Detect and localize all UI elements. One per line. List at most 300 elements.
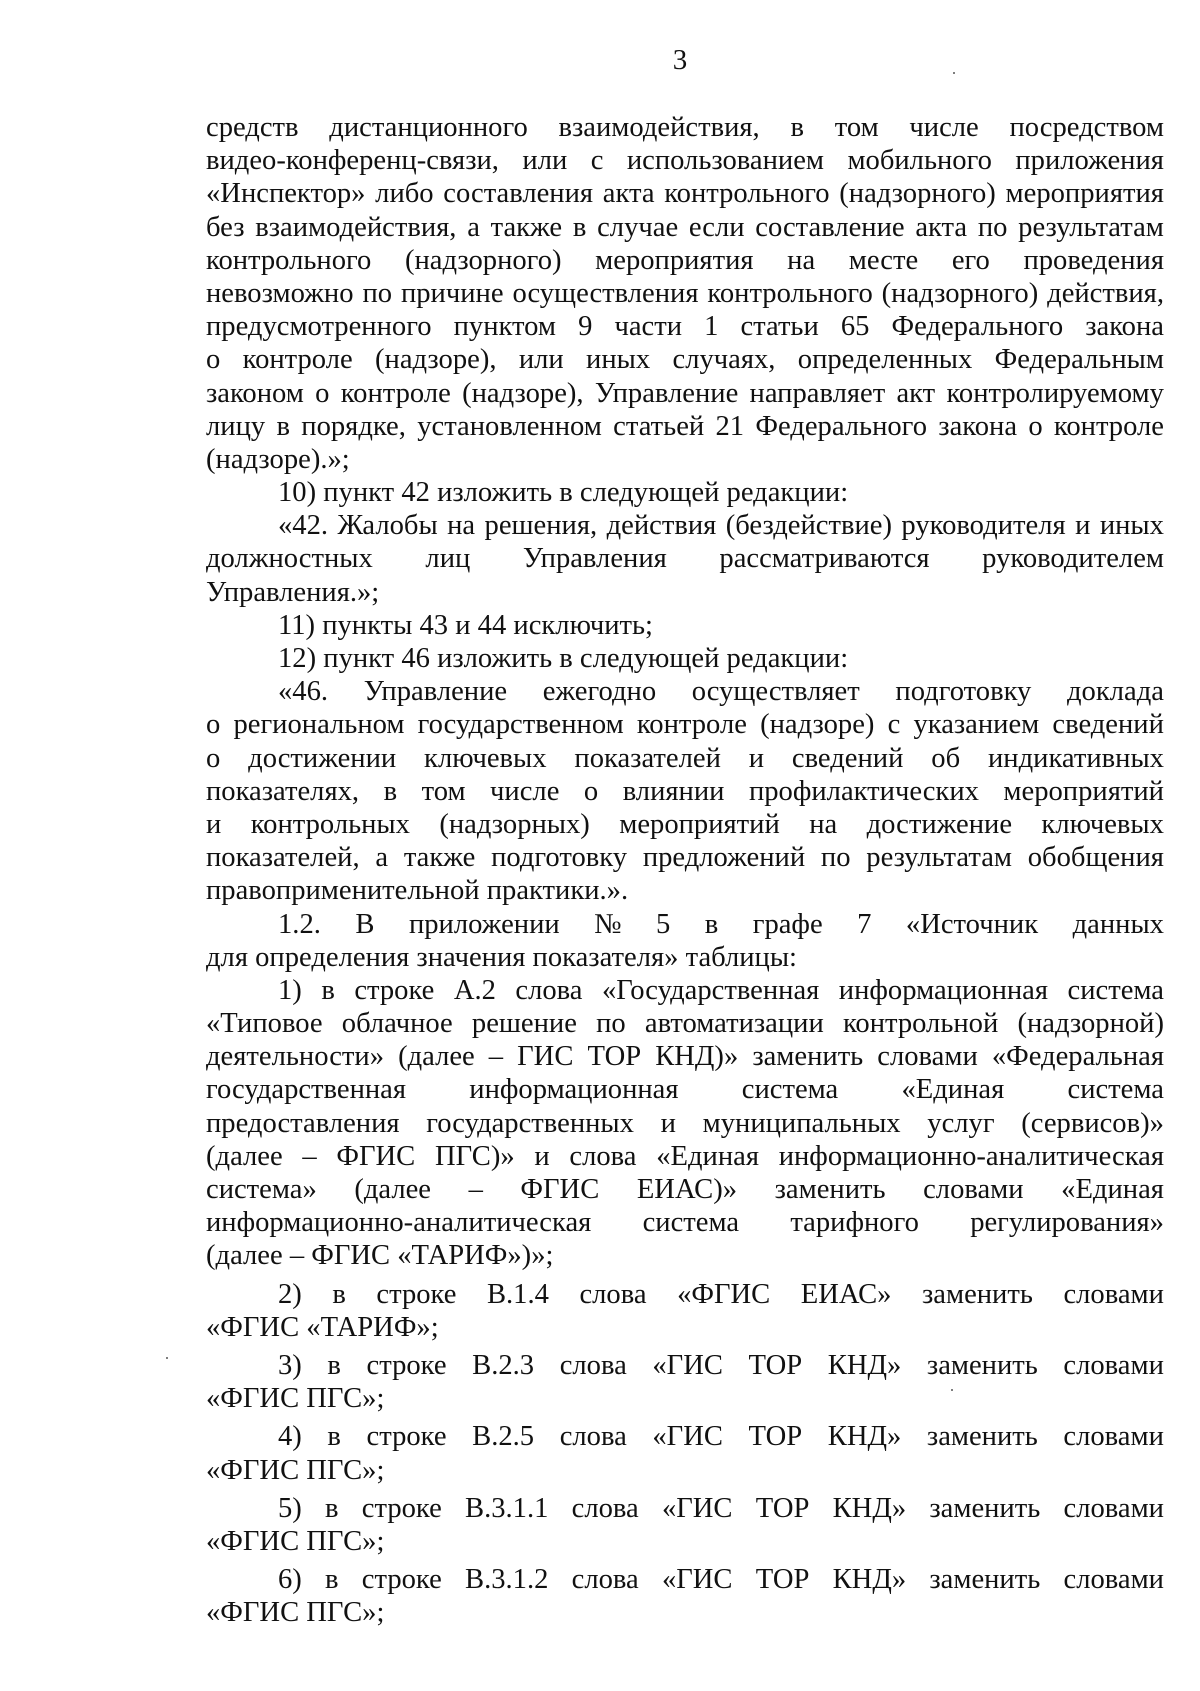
word: контрольного	[206, 244, 372, 276]
word: результатам	[866, 842, 1012, 874]
word: составление	[755, 211, 905, 243]
word: использованием	[626, 145, 824, 177]
text-line	[206, 1140, 1164, 1173]
word: «ГИС	[652, 1349, 723, 1381]
word: в	[704, 908, 719, 940]
word: «ГИС	[661, 1492, 733, 1524]
word: осуществления	[512, 277, 699, 309]
word: (далее	[206, 1140, 283, 1172]
word: «Государственная	[601, 974, 820, 1006]
word: (далее	[354, 1174, 431, 1205]
word: «Типовое	[206, 1008, 323, 1040]
word: КНД»	[832, 1564, 907, 1596]
word: а	[467, 211, 480, 243]
word: в	[276, 410, 290, 442]
word: –	[302, 1140, 317, 1172]
word: А.2	[453, 974, 496, 1006]
word: контролируемому	[946, 377, 1164, 409]
text-line: «ФГИС ПГС»;	[206, 1454, 385, 1486]
word: приложения	[1015, 145, 1164, 177]
word: также	[403, 842, 476, 874]
text-line	[206, 410, 1164, 443]
word: и	[748, 742, 765, 774]
word: профилактических	[748, 775, 979, 807]
word: также	[490, 211, 563, 243]
word: и	[206, 808, 222, 840]
text-line: «ФГИС ПГС»;	[206, 1597, 385, 1629]
word: строке	[366, 1349, 447, 1381]
word: «46.	[278, 676, 329, 708]
word: «42.	[278, 510, 329, 542]
word: «Единая	[901, 1074, 1005, 1106]
word: о	[1028, 410, 1043, 442]
word: контроле	[242, 344, 353, 376]
word: достижении	[248, 742, 397, 774]
word: ТОР	[748, 1421, 803, 1453]
word: посредством	[1009, 112, 1164, 143]
word: КНД)»	[655, 1041, 739, 1073]
word: проведения	[1023, 244, 1164, 276]
word: Управления	[522, 543, 667, 575]
word: направляет	[749, 377, 886, 409]
text-line: 10) пункт 42 изложить в следующей редакции:	[278, 477, 849, 509]
word: а	[375, 842, 389, 874]
word: «Источник	[905, 908, 1039, 940]
word: система	[741, 1074, 839, 1106]
word: предусмотренного	[206, 311, 432, 343]
word: о	[206, 344, 221, 376]
word: заменить	[929, 1564, 1041, 1596]
text-line	[206, 310, 1164, 343]
word: действия	[606, 510, 717, 542]
word: случаях,	[672, 344, 776, 376]
word: заменить	[926, 1421, 1038, 1453]
word: индикативных	[987, 742, 1164, 774]
word: невозможно	[206, 277, 354, 309]
word: слова	[559, 1349, 627, 1381]
word: руководителем	[982, 543, 1164, 575]
word: заменить	[929, 1492, 1041, 1524]
word: ключевых	[1041, 808, 1164, 840]
word: В.3.1.2	[465, 1564, 549, 1596]
word: должностных	[206, 543, 373, 575]
word: ТОР	[748, 1349, 803, 1381]
word: предложений	[642, 842, 806, 874]
word: о	[206, 709, 221, 741]
text-line	[206, 1173, 1164, 1206]
word: средств	[206, 112, 299, 143]
word: лицу	[206, 410, 266, 442]
word: В.1.4	[486, 1278, 549, 1310]
word: –	[468, 1174, 483, 1205]
text-line	[206, 277, 1164, 310]
word: «Инспектор»	[206, 178, 366, 210]
word: 7	[857, 908, 872, 940]
word: лиц	[425, 543, 471, 575]
word: взаимодействия,	[255, 211, 457, 243]
word: 1.2.	[278, 908, 321, 940]
word: приложении	[408, 908, 560, 940]
word: по	[977, 211, 1008, 243]
word: мероприятия	[595, 244, 754, 276]
text-line	[206, 908, 1164, 941]
word: рассматриваются	[719, 543, 930, 575]
word: деятельности»	[206, 1041, 384, 1073]
word: система	[642, 1207, 740, 1239]
word: сведений	[1052, 709, 1164, 741]
word: (надзорной)	[1017, 1008, 1164, 1040]
word: облачное	[341, 1008, 453, 1040]
word: словами	[1063, 1278, 1164, 1310]
text-line	[206, 542, 1164, 575]
word: в	[321, 974, 335, 1006]
word: либо	[375, 178, 434, 210]
word: словами	[1063, 1349, 1164, 1381]
word: по	[362, 277, 393, 309]
word: строке	[366, 1421, 447, 1453]
text-line	[206, 1563, 1164, 1596]
word: заменить	[921, 1278, 1033, 1310]
word: строке	[361, 1492, 442, 1524]
text-line	[206, 742, 1164, 775]
text-line	[206, 1007, 1164, 1040]
word: и	[534, 1140, 550, 1172]
word: указанием	[913, 709, 1040, 741]
word: контрольной	[842, 1008, 999, 1040]
word: данных	[1072, 908, 1164, 940]
word: заменить	[752, 1041, 864, 1073]
word: словами	[923, 1174, 1024, 1205]
word: В.2.3	[472, 1349, 535, 1381]
word: заменить	[926, 1349, 1038, 1381]
word: в	[332, 1278, 346, 1310]
word: КНД»	[832, 1492, 907, 1524]
word: контрольных	[250, 808, 410, 840]
word: ТОР	[755, 1492, 810, 1524]
word: В.3.1.1	[465, 1492, 549, 1524]
word: том	[834, 112, 879, 143]
word: на	[809, 808, 838, 840]
word: контроле	[1053, 410, 1164, 442]
word: словами	[1063, 1492, 1164, 1524]
word: пунктом	[453, 311, 556, 343]
text-line	[206, 377, 1164, 410]
word: по	[596, 1008, 626, 1040]
word: о	[206, 742, 221, 774]
word: по	[820, 842, 851, 874]
word: ЕИАС»	[800, 1278, 892, 1310]
word: мероприятия	[1005, 178, 1164, 210]
word: числе	[909, 112, 979, 143]
text-line	[206, 1492, 1164, 1525]
word: иных	[1099, 510, 1164, 542]
text-line	[206, 343, 1164, 376]
word: «Федеральная	[991, 1041, 1164, 1073]
word: причине	[400, 277, 504, 309]
word: составления	[443, 178, 594, 210]
word: в	[572, 211, 587, 243]
word: на	[787, 244, 816, 276]
word: 4)	[278, 1421, 302, 1453]
text-line: 11) пункты 43 и 44 исключить;	[278, 609, 653, 641]
word: или	[522, 145, 568, 177]
word: в	[383, 775, 398, 807]
word: слова	[515, 974, 583, 1006]
text-line	[206, 1206, 1164, 1239]
word: словами	[1063, 1421, 1164, 1453]
word: Жалобы	[337, 510, 438, 542]
word: №	[594, 908, 622, 940]
text-line: 12) пункт 46 изложить в следующей редакции:	[278, 643, 849, 674]
word: информационная	[838, 974, 1049, 1006]
word: ключевых	[424, 742, 547, 774]
text-line	[206, 775, 1164, 808]
text-line	[206, 244, 1164, 277]
word: слова	[579, 1278, 647, 1310]
word: информационно-аналитическая	[206, 1207, 592, 1239]
word: в	[325, 1564, 339, 1596]
word: подготовку	[895, 676, 1032, 708]
word: слова	[559, 1421, 627, 1453]
word: определенных	[797, 344, 973, 376]
word: решения,	[484, 510, 598, 542]
word: если	[688, 211, 745, 243]
word: контроле	[340, 377, 451, 409]
word: с	[590, 145, 604, 177]
word: контроле	[636, 709, 747, 741]
word: КНД»	[827, 1349, 902, 1381]
word: показателей,	[206, 842, 360, 874]
word: дистанционного	[329, 112, 528, 143]
word: статьи	[740, 311, 819, 343]
word: регулирования»	[970, 1207, 1164, 1239]
word: на	[447, 510, 476, 542]
text-line	[206, 1349, 1164, 1382]
word: том	[421, 775, 466, 807]
text-line	[206, 808, 1164, 841]
word: осуществляет	[691, 676, 860, 708]
word: (надзоре)	[760, 709, 875, 741]
word: региональном	[233, 709, 405, 741]
word: Управление	[363, 676, 508, 708]
text-line	[206, 708, 1164, 741]
text-line: «ФГИС ПГС»;	[206, 1525, 385, 1557]
word: (надзорного)	[404, 244, 562, 276]
word: «ГИС	[652, 1421, 723, 1453]
word: в	[327, 1349, 341, 1381]
word: В	[355, 908, 375, 940]
word: ежегодно	[542, 676, 657, 708]
word: «ГИС	[661, 1564, 733, 1596]
word: ГИС	[517, 1041, 574, 1073]
scan-speck	[951, 1389, 953, 1391]
word: Федерального	[891, 311, 1064, 343]
word: ПГС)»	[434, 1140, 515, 1172]
word: заменить	[774, 1174, 886, 1205]
word: видео-конференц-связи,	[206, 145, 499, 177]
word: случае	[597, 211, 679, 243]
word: доклада	[1067, 676, 1164, 708]
word: и	[1075, 510, 1091, 542]
word: мероприятий	[619, 808, 780, 840]
word: результатам	[1018, 211, 1164, 243]
text-line	[206, 1073, 1164, 1106]
word: мобильного	[847, 145, 992, 177]
word: 1	[704, 311, 719, 343]
text-line: (надзоре).»;	[206, 443, 350, 475]
text-line: «ФГИС «ТАРИФ»;	[206, 1311, 439, 1343]
text-line	[206, 1278, 1164, 1311]
word: 5)	[278, 1492, 302, 1524]
word: руководителя	[901, 510, 1066, 542]
word: 3)	[278, 1349, 302, 1381]
word: (надзоре),	[375, 344, 497, 376]
word: показателей	[574, 742, 721, 774]
word: (далее	[398, 1041, 475, 1073]
word: порядке,	[301, 410, 406, 442]
text-line	[206, 144, 1164, 177]
word: предоставления	[206, 1107, 400, 1139]
word: ФГИС	[520, 1174, 600, 1205]
word: ЕИАС)»	[636, 1174, 738, 1205]
word: государственных	[426, 1107, 634, 1139]
text-line: для определения значения показателя» таблицы:	[206, 941, 798, 973]
word: месте	[848, 244, 919, 276]
word: «Единая	[656, 1140, 759, 1172]
word: (надзорных)	[439, 808, 590, 840]
word: система	[1067, 974, 1164, 1006]
word: В.2.5	[472, 1421, 535, 1453]
word: контрольного	[664, 178, 830, 210]
word: числе	[490, 775, 560, 807]
word: акт	[896, 377, 936, 409]
word: 5	[655, 908, 671, 940]
word: 2)	[278, 1278, 302, 1310]
word: и	[660, 1107, 676, 1139]
word: достижение	[866, 808, 1013, 840]
word: акта	[602, 178, 655, 210]
word: установленном	[417, 410, 602, 442]
word: ТОР	[755, 1564, 810, 1596]
page-number: 3	[672, 44, 688, 76]
word: КНД»	[827, 1421, 902, 1453]
word: система	[1067, 1074, 1164, 1106]
text-line	[206, 111, 1164, 144]
word: слова	[571, 1564, 639, 1596]
word: в	[790, 112, 804, 143]
word: без	[206, 211, 245, 243]
word: строке	[354, 974, 435, 1006]
word: с	[887, 709, 901, 741]
word: ФГИС	[336, 1140, 416, 1172]
text-line	[206, 675, 1164, 708]
word: 6)	[278, 1564, 302, 1596]
word: ТОР	[587, 1041, 642, 1073]
word: «Единая	[1061, 1174, 1164, 1205]
word: контрольного	[707, 277, 873, 309]
word: государственная	[206, 1074, 407, 1106]
word: влиянии	[622, 775, 725, 807]
word: иных	[586, 344, 651, 376]
word: 21	[715, 410, 745, 442]
word: закона	[1085, 311, 1164, 343]
word: услуг	[927, 1107, 995, 1139]
text-line	[206, 974, 1164, 1007]
word: словами	[1063, 1564, 1164, 1596]
word: Федеральным	[994, 344, 1164, 376]
text-line	[206, 1107, 1164, 1140]
word: система»	[206, 1174, 317, 1205]
scan-speck	[166, 1357, 168, 1359]
word: автоматизации	[644, 1008, 824, 1040]
text-line	[206, 841, 1164, 874]
word: 9	[578, 311, 593, 343]
text-line	[206, 1420, 1164, 1453]
word: словами	[877, 1041, 978, 1073]
word: тарифного	[790, 1207, 919, 1239]
word: –	[488, 1041, 504, 1073]
text-line: (далее – ФГИС «ТАРИФ»)»;	[206, 1240, 554, 1272]
word: информационная	[469, 1074, 679, 1106]
word: в	[325, 1492, 339, 1524]
word: строке	[361, 1564, 442, 1596]
word: или	[518, 344, 564, 376]
text-line: Управления.»;	[206, 576, 380, 608]
word: показателях,	[206, 775, 360, 807]
word: (надзоре),	[462, 377, 584, 409]
word: строке	[376, 1278, 457, 1310]
text-line	[206, 211, 1164, 244]
word: подготовку	[491, 842, 628, 874]
word: Федерального	[755, 410, 927, 442]
word: (надзорного)	[881, 277, 1039, 309]
text-line	[206, 1040, 1164, 1073]
word: законом	[206, 377, 304, 409]
word: (бездействие)	[725, 510, 892, 542]
word: решение	[471, 1008, 577, 1040]
word: графе	[752, 908, 823, 940]
word: государственном	[417, 709, 624, 741]
word: взаимодействия,	[558, 112, 760, 143]
body-text	[206, 111, 1164, 1629]
text-line	[206, 177, 1164, 210]
text-line: правоприменительной практики.».	[206, 875, 629, 907]
word: «ФГИС	[677, 1278, 771, 1310]
word: информационно-аналитическая	[778, 1140, 1164, 1172]
word: (сервисов)»	[1021, 1107, 1164, 1139]
word: слова	[571, 1492, 639, 1524]
word: в	[327, 1421, 341, 1453]
word: слова	[569, 1140, 637, 1172]
word: 1)	[278, 974, 302, 1006]
word: Управление	[594, 377, 739, 409]
scan-speck	[953, 72, 955, 74]
word: о	[583, 775, 599, 807]
text-line	[206, 509, 1164, 542]
word: обобщения	[1027, 842, 1164, 874]
word: части	[614, 311, 682, 343]
word: о	[315, 377, 330, 409]
text-line: «ФГИС ПГС»;	[206, 1383, 385, 1415]
word: об	[931, 742, 961, 774]
word: действия,	[1047, 277, 1164, 309]
word: 65	[840, 311, 870, 343]
word: сведений	[791, 742, 904, 774]
word: акта	[915, 211, 968, 243]
word: закона	[938, 410, 1018, 442]
word: муниципальных	[702, 1107, 901, 1139]
word: (надзорного)	[839, 178, 996, 210]
